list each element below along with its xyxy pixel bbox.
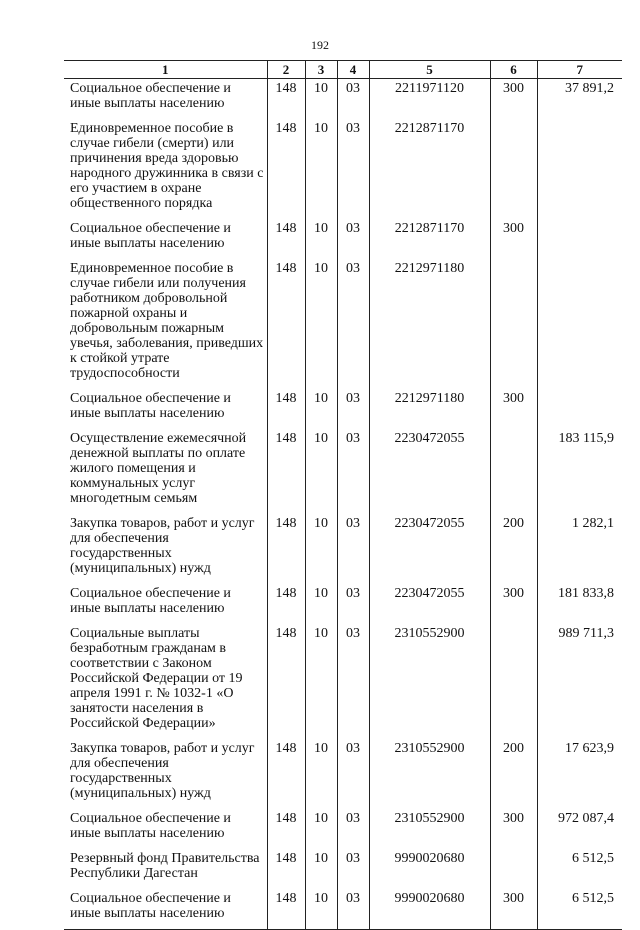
cell-section-code: 10 (305, 584, 337, 624)
cell-ministry-code: 148 (267, 584, 305, 624)
table-body (64, 79, 622, 930)
cell-subsection-code: 03 (337, 809, 369, 849)
cell-section-code: 10 (305, 739, 337, 809)
cell-target-article: 2310552900 (369, 624, 490, 739)
cell-target-article: 2212871170 (369, 219, 490, 259)
cell-section-code: 10 (305, 219, 337, 259)
cell-section-code: 10 (305, 119, 337, 219)
cell-subsection-code: 03 (337, 79, 369, 120)
cell-ministry-code: 148 (267, 514, 305, 584)
cell-amount: 6 512,5 (537, 889, 622, 930)
cell-ministry-code: 148 (267, 79, 305, 120)
cell-subsection-code: 03 (337, 429, 369, 514)
cell-amount: 183 115,9 (537, 429, 622, 514)
cell-target-article: 2230472055 (369, 514, 490, 584)
page-number: 192 (311, 38, 329, 52)
table-row (64, 624, 622, 739)
cell-amount: 37 891,2 (537, 79, 622, 120)
cell-expense-type: 300 (490, 389, 537, 429)
cell-subsection-code: 03 (337, 739, 369, 809)
table-row (64, 259, 622, 389)
cell-subsection-code: 03 (337, 849, 369, 889)
cell-subsection-code: 03 (337, 389, 369, 429)
cell-amount: 989 711,3 (537, 624, 622, 739)
cell-expense-type: 200 (490, 514, 537, 584)
column-header-7: 7 (537, 61, 622, 79)
cell-row-name: Социальное обеспечение и иные выплаты населению (64, 889, 267, 930)
cell-target-article: 2310552900 (369, 809, 490, 849)
cell-section-code: 10 (305, 259, 337, 389)
table-row (64, 514, 622, 584)
cell-section-code: 10 (305, 889, 337, 930)
cell-section-code: 10 (305, 429, 337, 514)
cell-subsection-code: 03 (337, 584, 369, 624)
cell-amount (537, 219, 622, 259)
cell-ministry-code: 148 (267, 624, 305, 739)
cell-section-code: 10 (305, 79, 337, 120)
column-header-1: 1 (64, 61, 267, 79)
cell-ministry-code: 148 (267, 259, 305, 389)
cell-amount: 972 087,4 (537, 809, 622, 849)
cell-target-article: 2212971180 (369, 389, 490, 429)
cell-row-name: Осуществление ежемесячной денежной выплаты по оплате жилого помещения и коммунальных услуг многодетным семьям (70, 431, 247, 506)
cell-ministry-code: 148 (267, 119, 305, 219)
table-row (64, 79, 622, 120)
column-header-6: 6 (490, 61, 537, 79)
cell-row-name: Закупка товаров, работ и услуг для обеспечения государственных (муниципальных) нужд (70, 741, 255, 801)
table-row (64, 429, 622, 514)
cell-target-article: 9990020680 (369, 889, 490, 930)
cell-section-code: 10 (305, 809, 337, 849)
cell-subsection-code: 03 (337, 514, 369, 584)
table-row (64, 739, 622, 809)
cell-subsection-code: 03 (337, 219, 369, 259)
cell-expense-type (490, 119, 537, 219)
cell-amount: 17 623,9 (537, 739, 622, 809)
column-header-4: 4 (337, 61, 369, 79)
cell-row-name: Единовременное пособие в случае гибели или получения работником добровольной пожарной охраны и добровольным пожарным увечья, заболевания, приведших к стойкой утрате трудоспособности (70, 261, 264, 381)
cell-target-article: 2310552900 (369, 739, 490, 809)
cell-expense-type: 300 (490, 889, 537, 930)
cell-ministry-code: 148 (267, 429, 305, 514)
table-row (64, 849, 622, 889)
cell-row-name: Социальные выплаты безработным гражданам в соответствии с Законом Российской Федерации от 19 апреля 1991 г. № 1032-1 «О занятости населения в Российской Федерации» (70, 626, 243, 731)
cell-row-name: Резервный фонд Правительства Республики Дагестан (70, 851, 260, 881)
cell-section-code: 10 (305, 514, 337, 584)
cell-row-name: Социальное обеспечение и иные выплаты населению (70, 586, 231, 616)
cell-amount (537, 389, 622, 429)
cell-ministry-code: 148 (267, 219, 305, 259)
table-header-row (64, 61, 622, 79)
cell-row-name: Социальное обеспечение и иные выплаты населению (70, 81, 231, 111)
cell-target-article: 9990020680 (369, 849, 490, 889)
cell-ministry-code: 148 (267, 889, 305, 930)
cell-expense-type: 300 (490, 809, 537, 849)
table-row (64, 584, 622, 624)
table-row (64, 809, 622, 849)
cell-target-article: 2230472055 (369, 429, 490, 514)
cell-section-code: 10 (305, 389, 337, 429)
cell-target-article: 2211971120 (369, 79, 490, 120)
cell-amount (537, 119, 622, 219)
cell-amount: 181 833,8 (537, 584, 622, 624)
cell-row-name: Социальное обеспечение и иные выплаты населению (70, 391, 231, 421)
cell-ministry-code: 148 (267, 849, 305, 889)
cell-subsection-code: 03 (337, 889, 369, 930)
cell-amount (537, 259, 622, 389)
cell-subsection-code: 03 (337, 259, 369, 389)
cell-ministry-code: 148 (267, 809, 305, 849)
cell-expense-type (490, 624, 537, 739)
table-row (64, 389, 622, 429)
cell-amount: 1 282,1 (537, 514, 622, 584)
cell-subsection-code: 03 (337, 119, 369, 219)
cell-row-name: Социальное обеспечение и иные выплаты населению (70, 811, 231, 841)
cell-ministry-code: 148 (267, 739, 305, 809)
cell-expense-type: 300 (490, 219, 537, 259)
cell-row-name: Закупка товаров, работ и услуг для обеспечения государственных (муниципальных) нужд (70, 516, 255, 576)
column-header-3: 3 (305, 61, 337, 79)
cell-expense-type: 300 (490, 584, 537, 624)
cell-amount: 6 512,5 (537, 849, 622, 889)
cell-target-article: 2212971180 (369, 259, 490, 389)
table-row (64, 889, 622, 930)
cell-row-name: Социальное обеспечение и иные выплаты населению (70, 221, 231, 251)
cell-expense-type (490, 429, 537, 514)
column-header-5: 5 (369, 61, 490, 79)
cell-expense-type (490, 849, 537, 889)
cell-target-article: 2212871170 (369, 119, 490, 219)
cell-expense-type: 200 (490, 739, 537, 809)
column-header-2: 2 (267, 61, 305, 79)
budget-table (64, 60, 622, 930)
cell-expense-type (490, 259, 537, 389)
table-row (64, 219, 622, 259)
cell-subsection-code: 03 (337, 624, 369, 739)
cell-ministry-code: 148 (267, 389, 305, 429)
table-row (64, 119, 622, 219)
cell-section-code: 10 (305, 624, 337, 739)
cell-row-name: Единовременное пособие в случае гибели (смерти) или причинения вреда здоровью народного дружинника в связи с его участием в охране общественного порядка (70, 121, 264, 211)
cell-expense-type: 300 (490, 79, 537, 120)
cell-section-code: 10 (305, 849, 337, 889)
cell-target-article: 2230472055 (369, 584, 490, 624)
